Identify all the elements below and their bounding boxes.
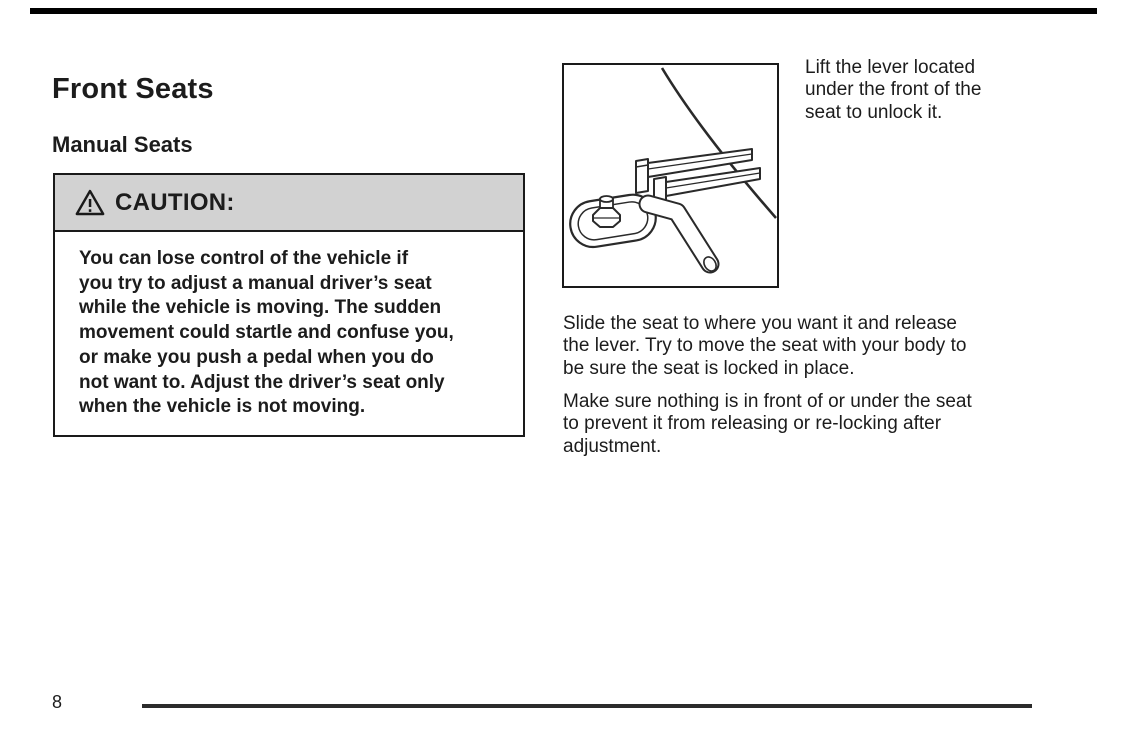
paragraph-line: adjustment. bbox=[563, 435, 662, 457]
seat-lever-illustration bbox=[564, 65, 777, 286]
caution-text-line: movement could startle and confuse you, bbox=[79, 322, 454, 344]
footer-rule bbox=[142, 704, 1032, 708]
paragraph-line: to prevent it from releasing or re-locking after bbox=[563, 413, 942, 435]
caution-box bbox=[53, 173, 525, 437]
caution-text-line: while the vehicle is moving. The sudden bbox=[79, 297, 442, 319]
figure-box bbox=[562, 63, 779, 288]
page-top-rule bbox=[30, 8, 1097, 14]
caution-text-line: you try to adjust a manual driver’s seat bbox=[79, 272, 432, 294]
caution-text-line: You can lose control of the vehicle if bbox=[79, 248, 409, 269]
warning-triangle-icon bbox=[75, 189, 105, 216]
caption-line: under the front of the bbox=[805, 79, 982, 101]
page-number: 8 bbox=[52, 692, 63, 712]
caution-text-line: not want to. Adjust the driver’s seat only bbox=[79, 371, 445, 393]
body-paragraph-make-sure bbox=[563, 391, 972, 458]
caption-line: seat to unlock it. bbox=[805, 101, 943, 123]
caution-title: CAUTION: bbox=[115, 188, 235, 216]
body-paragraph-slide-seat bbox=[563, 313, 966, 380]
paragraph-line: be sure the seat is locked in place. bbox=[563, 357, 855, 379]
caution-text-line: or make you push a pedal when you do bbox=[79, 346, 434, 368]
caption-line: Lift the lever located bbox=[805, 57, 976, 78]
caution-body bbox=[55, 232, 523, 420]
page-title: Front Seats bbox=[52, 73, 214, 106]
paragraph-line: Make sure nothing is in front of or under the seat bbox=[563, 391, 972, 412]
section-subtitle: Manual Seats bbox=[52, 132, 193, 158]
figure-caption bbox=[805, 57, 981, 124]
caution-text-line: when the vehicle is not moving. bbox=[79, 396, 366, 418]
paragraph-line: the lever. Try to move the seat with your body to bbox=[563, 335, 967, 357]
caution-header bbox=[55, 175, 523, 232]
paragraph-line: Slide the seat to where you want it and release bbox=[563, 313, 957, 334]
